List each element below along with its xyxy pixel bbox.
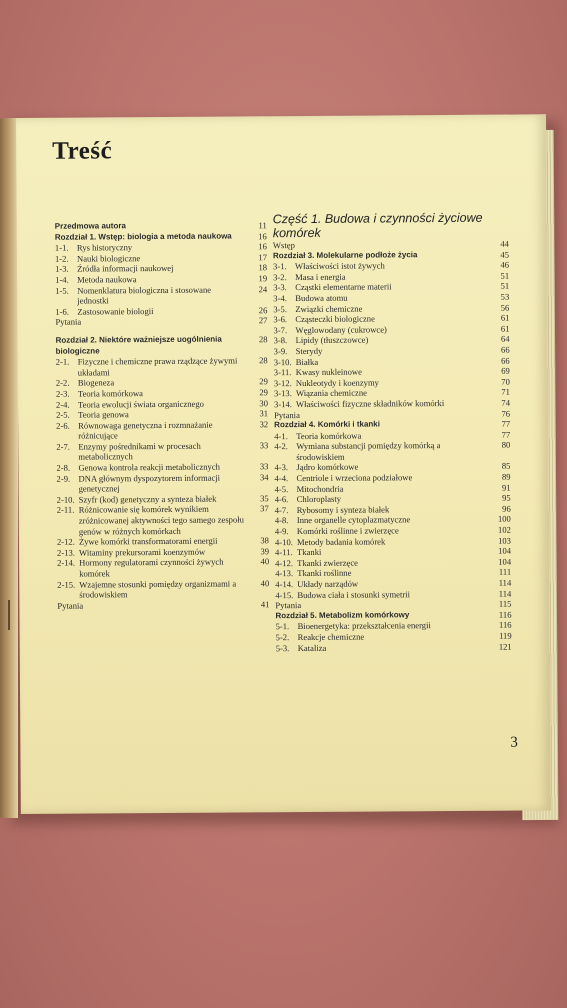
toc-entry-page: 80 [501, 439, 511, 450]
toc-entry-page: 91 [501, 482, 511, 493]
toc-entry-title: Rozdział 1. Wstęp: biologia a metoda naukowa [54, 231, 232, 242]
toc-entry-number: 2-12. [56, 536, 75, 547]
toc-entry-page: 16 [258, 241, 267, 252]
toc-entry-title: Wstęp [272, 240, 295, 251]
toc-entry-page: 28 [258, 334, 268, 345]
toc-entry-number: 3-2. [273, 271, 287, 282]
toc-entry-number: 4-15. [275, 589, 294, 600]
toc-entry-page: 121 [498, 641, 512, 652]
toc-entry-title: Białka [295, 356, 319, 367]
page-number: 3 [510, 734, 518, 751]
toc-entry-number: 3-14. [273, 398, 292, 410]
toc-entry-page: 16 [258, 230, 267, 241]
toc-entry-number: 2-2. [55, 377, 70, 389]
toc-entry-title: Cząstki elementarne materii [295, 281, 392, 293]
toc-entry-page: 40 [260, 556, 270, 567]
toc-entry-page: 104 [498, 556, 512, 567]
toc-entry-number: 4-7. [274, 504, 289, 516]
toc-entry-number: 2-11. [56, 505, 75, 516]
toc-entry-title: Teoria ewolucji świata organicznego [77, 398, 204, 410]
toc-entry-number: 2-1. [55, 356, 70, 367]
toc-entry-number: 2-14. [57, 558, 76, 569]
toc-entry-title: Rybosomy i synteza białek [296, 504, 390, 515]
toc-entry-page: 29 [259, 387, 268, 398]
toc-entry-title: Pytania [275, 600, 302, 611]
toc-entry-number: 5-1. [275, 621, 290, 632]
toc-entry-title: Przedmowa autora [54, 221, 126, 231]
toc-entry-title: Komórki roślinne i zwierzęce [296, 525, 399, 537]
toc-entry-title: Jądro komórkowe [296, 462, 359, 473]
toc-entry-page: 71 [501, 386, 510, 397]
toc-entry-page: 116 [498, 619, 512, 631]
toc-entry-number: 3-13. [273, 388, 292, 399]
toc-entry-title: Związki chemiczne [295, 303, 363, 314]
toc-entry-number: 4-13. [275, 568, 294, 579]
toc-entry-number: 2-9. [56, 473, 71, 484]
toc-entry-page: 64 [500, 333, 510, 344]
toc-entry-title: Mitochondria [296, 483, 344, 494]
toc-entry [57, 557, 269, 580]
toc-entry-number: 5-2. [275, 632, 290, 643]
toc-entry-title: Teoria genowa [78, 409, 129, 420]
toc-entry-title: Różnicowanie się komórek wynikiem zróżnicowanej aktywności tego samego zespołu genów w różnych komórkach [78, 504, 244, 537]
toc-entry-title: Budowa ciała i stosunki symetrii [297, 588, 411, 600]
toc-entry-page: 51 [500, 280, 510, 291]
toc-entry-number: 2-15. [57, 579, 76, 590]
toc-entry-page: 61 [500, 312, 510, 323]
toc-entry-page: 24 [258, 283, 268, 294]
toc-entry-number: 4-5. [274, 483, 289, 494]
toc-entry-number: 1-3. [55, 264, 69, 275]
toc-entry-title: Hormony regulatorami czynności żywych komórek [79, 556, 224, 579]
book-page [16, 114, 551, 814]
toc-entry-page: 77 [501, 429, 511, 440]
toc-right-list [273, 239, 512, 654]
toc-entry-number: 5-3. [275, 642, 290, 653]
toc-entry-title: Żywe komórki transformatorami energii [78, 535, 218, 547]
toc-entry-page: 53 [500, 291, 510, 302]
toc-entry-page: 35 [260, 493, 269, 504]
toc-entry-page: 19 [258, 273, 268, 284]
toc-entry-number: 4-12. [275, 557, 294, 569]
toc-entry-number: 4-2. [274, 441, 288, 452]
toc-entry-page: 69 [501, 365, 510, 376]
toc-entry-title: Właściwości fizyczne składników komórki [295, 397, 445, 409]
toc-entry-number: 4-11. [275, 547, 293, 558]
toc-entry [55, 316, 267, 328]
toc-entry-page: 32 [259, 418, 269, 429]
toc-entry-number: 3-10. [273, 356, 292, 367]
toc-entry-number: 4-9. [274, 526, 289, 537]
toc-entry-page: 56 [500, 302, 510, 313]
toc-entry-page: 33 [259, 440, 269, 451]
toc-entry-title: Genowa kontrola reakcji metabolicznych [78, 461, 220, 473]
page-title: Treść [52, 137, 113, 165]
toc-entry-title: Właściwości istot żywych [295, 260, 385, 272]
toc-entry-number: 4-10. [274, 536, 293, 547]
toc-entry-number: 3-11. [273, 367, 292, 378]
toc-entry-page: 44 [500, 238, 509, 249]
toc-entry-number: 2-6. [56, 420, 70, 431]
toc-entry-page: 28 [259, 355, 268, 366]
toc-entry-title: Rozdział 5. Metabolizm komórkowy [275, 610, 410, 620]
toc-entry-page: 31 [259, 408, 269, 419]
toc-entry-title: Pytania [57, 600, 84, 611]
toc-entry-page: 40 [260, 577, 270, 588]
toc-entry-title: Reakcje chemiczne [297, 631, 365, 643]
toc-entry [57, 599, 269, 611]
toc-entry-title: Lipidy (tłuszczowce) [295, 334, 369, 346]
toc-entry-page: 95 [502, 492, 511, 503]
toc-entry-title: Inne organelle cytoplazmatyczne [296, 514, 411, 526]
toc-entry-page: 45 [500, 249, 509, 260]
toc-entry-page: 27 [258, 315, 268, 326]
toc-entry-number: 2-3. [55, 388, 70, 399]
toc-entry-title: Pytania [274, 409, 300, 420]
toc-entry-page: 66 [501, 355, 510, 366]
margin-mark [8, 600, 10, 630]
toc-entry-page: 38 [260, 535, 269, 546]
toc-entry-page: 17 [258, 252, 268, 263]
toc-entry-title: Szyfr (kod) genetyczny a synteza białek [78, 493, 217, 505]
toc-entry [56, 355, 268, 378]
toc-entry-number: 3-8. [273, 335, 288, 346]
toc-entry-title: Enzymy pośrednikami w procesach metabolicznych [78, 440, 201, 463]
toc-entry [56, 419, 268, 442]
toc-entry-number: 3-4. [273, 293, 287, 304]
toc-entry-number: 4-14. [275, 579, 294, 590]
toc-entry-page: 89 [501, 471, 511, 482]
toc-entry-number: 3-7. [273, 324, 288, 335]
toc-entry-title: Sterydy [295, 345, 323, 356]
toc-entry-page: 116 [498, 609, 512, 620]
toc-entry-title: Nauki biologiczne [76, 252, 141, 264]
toc-entry-page: 18 [258, 262, 268, 273]
toc-entry-title: Teoria komórkowa [77, 388, 143, 399]
toc-entry-title: Centriole i wrzeciona podziałowe [296, 472, 413, 484]
toc-entry-title: Rozdział 2. Niektóre ważniejsze uogólnienia biologiczne [55, 334, 222, 356]
toc-entry-number: 4-6. [274, 494, 289, 505]
toc-entry-title: Pytania [55, 316, 82, 328]
toc-entry-title: Metoda naukowa [77, 274, 137, 285]
toc-entry-title: Teoria komórkowa [296, 430, 362, 441]
toc-entry-number: 3-3. [273, 282, 287, 293]
toc-entry-title: Wzajemne stosunki pomiędzy organizmami a środowiskiem [79, 578, 237, 600]
toc-entry-page: 46 [500, 259, 510, 270]
toc-entry-title: Budowa atomu [295, 292, 348, 304]
toc-entry-page: 102 [497, 524, 511, 535]
toc-entry-page: 114 [498, 577, 512, 588]
toc-entry [56, 440, 268, 463]
toc-entry-page: 111 [498, 566, 512, 578]
toc-entry-number: 3-6. [273, 314, 288, 325]
toc-entry-page: 30 [259, 397, 269, 408]
toc-entry-number: 3-9. [273, 346, 288, 357]
toc-entry-title: Tkanki [297, 547, 322, 558]
toc-entry-title: Metody badania komórek [296, 536, 386, 547]
toc-entry-title: Źródła informacji naukowej [77, 263, 174, 274]
toc-entry-page: 114 [498, 588, 512, 599]
toc-entry-page: 34 [259, 471, 269, 482]
toc-entry-page: 76 [501, 408, 511, 419]
toc-entry-page: 26 [258, 305, 268, 316]
toc-entry-title: Równowaga genetyczna i rozmnażanie różnicujące [78, 419, 213, 441]
toc-entry-page: 77 [501, 418, 511, 429]
toc-entry-number: 3-1. [273, 261, 287, 272]
part-title: Część 1. Budowa i czynności życiowe komórek [272, 210, 483, 241]
toc-entry [57, 578, 269, 601]
toc-entry-title: Tkanki roślinne [297, 568, 352, 579]
toc-entry-title: Wymiana substancji pomiędzy komórką a środowiskiem [296, 440, 441, 462]
toc-entry-page: 51 [500, 270, 510, 281]
toc-entry [274, 440, 510, 463]
toc-right-column [273, 211, 512, 654]
toc-left-column [55, 220, 270, 611]
toc-entry-number: 4-3. [274, 462, 289, 473]
toc-entry-page: 100 [497, 513, 511, 525]
toc-entry-title: Wiązania chemiczne [295, 387, 367, 399]
toc-entry-page: 119 [499, 630, 512, 641]
toc-entry-title: Układy narządów [297, 578, 359, 590]
toc-entry-page: 37 [260, 503, 269, 514]
toc-entry-page: 39 [260, 546, 270, 557]
toc-entry-page: 115 [498, 598, 512, 609]
toc-entry-number: 2-8. [56, 462, 71, 473]
toc-entry-title: Fizyczne i chemiczne prawa rządzące żywymi układami [77, 355, 238, 378]
toc-entry-title: Bioenergetyka: przekształcenia energii [297, 620, 431, 632]
toc-entry [57, 504, 269, 537]
toc-entry-page: 61 [500, 323, 510, 334]
toc-entry-page: 33 [259, 461, 269, 472]
toc-entry-number: 3-5. [273, 303, 287, 314]
toc-entry-number: 4-4. [274, 473, 289, 484]
toc-entry-number: 2-13. [56, 547, 75, 558]
toc-entry-number: 2-7. [56, 441, 70, 452]
toc-chapter-heading [56, 334, 268, 357]
toc-entry-page: 103 [498, 535, 511, 546]
toc-entry-title: Cząsteczki biologiczne [295, 313, 375, 325]
toc-entry-page: 74 [501, 397, 511, 408]
toc-entry-number: 2-4. [55, 399, 70, 410]
toc-entry-page: 41 [260, 599, 270, 610]
toc-entry-title: Nomenklatura biologiczna i stosowane jednostki [77, 284, 212, 306]
toc-entry-number: 1-1. [54, 242, 69, 253]
toc-entry-title: Rys historyczny [76, 242, 133, 253]
toc-entry-title: Rozdział 3. Molekularne podłoże życia [272, 249, 418, 260]
toc-entry-number: 1-4. [55, 274, 69, 285]
toc-entry-number: 1-5. [55, 285, 69, 296]
toc-entry-title: Tkanki zwierzęce [297, 557, 358, 568]
toc-entry-number: 1-6. [55, 306, 69, 317]
toc-entry-page: 104 [498, 545, 512, 556]
toc-entry-title: Masa i energia [295, 271, 346, 282]
toc-entry-title: Kataliza [297, 642, 327, 653]
toc-entry-page: 29 [259, 376, 268, 387]
toc-entry-page: 11 [258, 220, 267, 231]
toc-entry-title: Chloroplasty [296, 493, 342, 505]
toc-entry [55, 284, 267, 307]
toc-entry-page: 96 [502, 503, 511, 514]
toc-entry-page: 66 [500, 344, 510, 355]
toc-entry-title: Zastosowanie biologii [77, 305, 154, 317]
toc-entry-number: 4-8. [274, 515, 289, 526]
toc-entry-title: DNA głównym dyspozytorem informacji genetycznej [78, 472, 221, 494]
toc-entry-number: 3-12. [273, 377, 292, 388]
toc-entry [56, 472, 268, 495]
toc-entry-number: 1-2. [54, 253, 69, 264]
toc-entry-page: 85 [501, 461, 511, 472]
toc-entry-page: 70 [501, 376, 510, 387]
toc-entry-title: Kwasy nukleinowe [295, 366, 362, 378]
toc-entry-title: Biogeneza [77, 377, 115, 388]
toc-entry-title: Witaminy prekursorami koenzymów [78, 546, 206, 558]
book-spine-edge [0, 118, 18, 818]
toc-entry [276, 641, 512, 653]
toc-entry-title: Rozdział 4. Komórki i tkanki [274, 419, 380, 430]
toc-entry-title: Nukleotydy i koenzymy [295, 377, 379, 388]
toc-entry-title: Węglowodany (cukrowce) [295, 324, 387, 335]
toc-entry-number: 2-10. [56, 494, 75, 505]
toc-entry-number: 4-1. [274, 430, 288, 441]
toc-entry-number: 2-5. [56, 409, 70, 420]
